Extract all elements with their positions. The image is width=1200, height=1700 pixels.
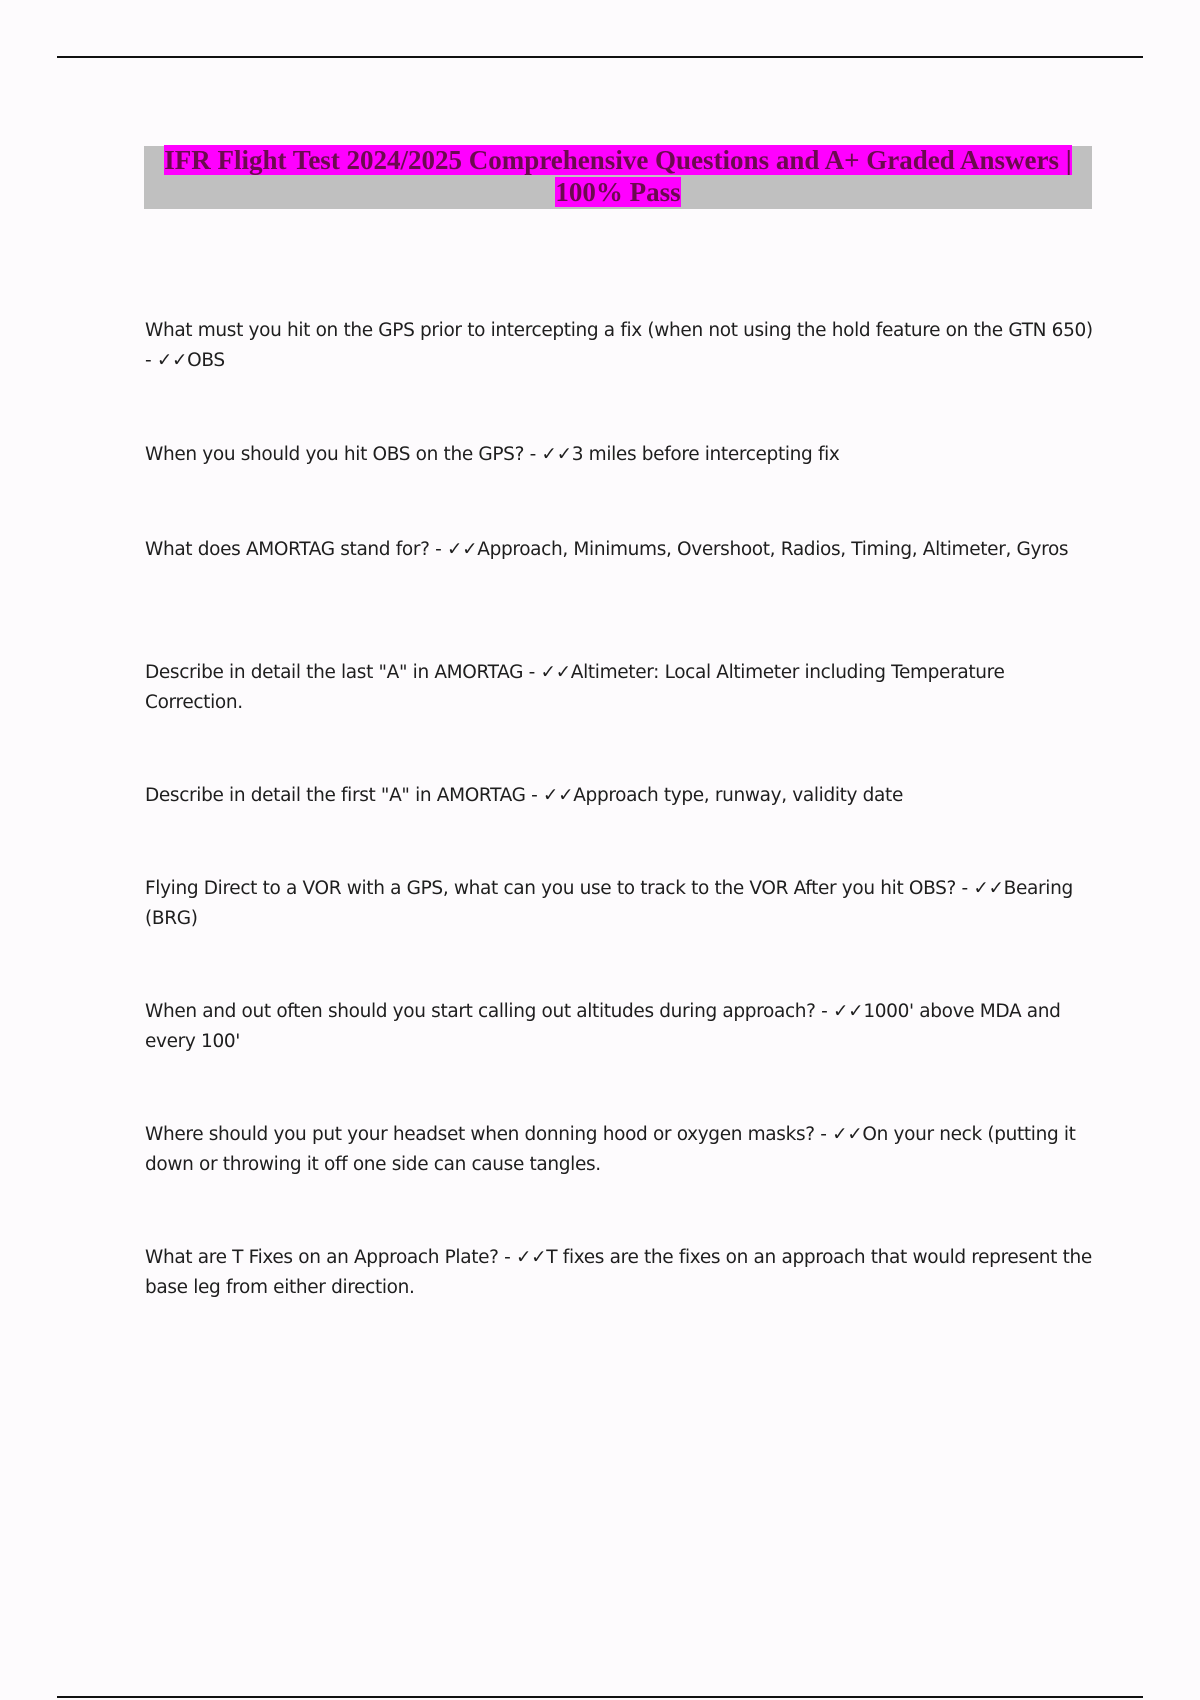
- qa-item-4: Describe in detail the last "A" in AMORTAG - ✓✓Altimeter: Local Altimeter including Temperature Correction.: [145, 662, 1005, 713]
- qa-item-5: Describe in detail the first "A" in AMORTAG - ✓✓Approach type, runway, validity date: [145, 785, 903, 806]
- qa-item-2: When you should you hit OBS on the GPS? - ✓✓3 miles before intercepting fix: [145, 444, 840, 465]
- document-title: [144, 144, 1092, 208]
- qa-item-1: What must you hit on the GPS prior to intercepting a fix (when not using the hold feature on the GTN 650) - ✓✓OBS: [145, 320, 1093, 371]
- qa-item-9: What are T Fixes on an Approach Plate? - ✓✓T fixes are the fixes on an approach that would represent the base leg from either direction.: [145, 1247, 1092, 1298]
- qa-item-7: When and out often should you start calling out altitudes during approach? - ✓✓1000' above MDA and every 100': [145, 1001, 1061, 1052]
- qa-item-8: Where should you put your headset when donning hood or oxygen masks? - ✓✓On your neck (putting it down or throwing it off one side can cause tangles.: [145, 1124, 1076, 1175]
- footer-rule: [57, 1696, 1143, 1698]
- header-rule: [57, 56, 1143, 58]
- qa-item-3: What does AMORTAG stand for? - ✓✓Approach, Minimums, Overshoot, Radios, Timing, Altimeter, Gyros: [145, 539, 1069, 560]
- document-title-highlight: IFR Flight Test 2024/2025 Comprehensive Questions and A+ Graded Answers | 100% Pass: [164, 145, 1072, 207]
- qa-item-6: Flying Direct to a VOR with a GPS, what can you use to track to the VOR After you hit OBS? - ✓✓Bearing (BRG): [145, 878, 1073, 929]
